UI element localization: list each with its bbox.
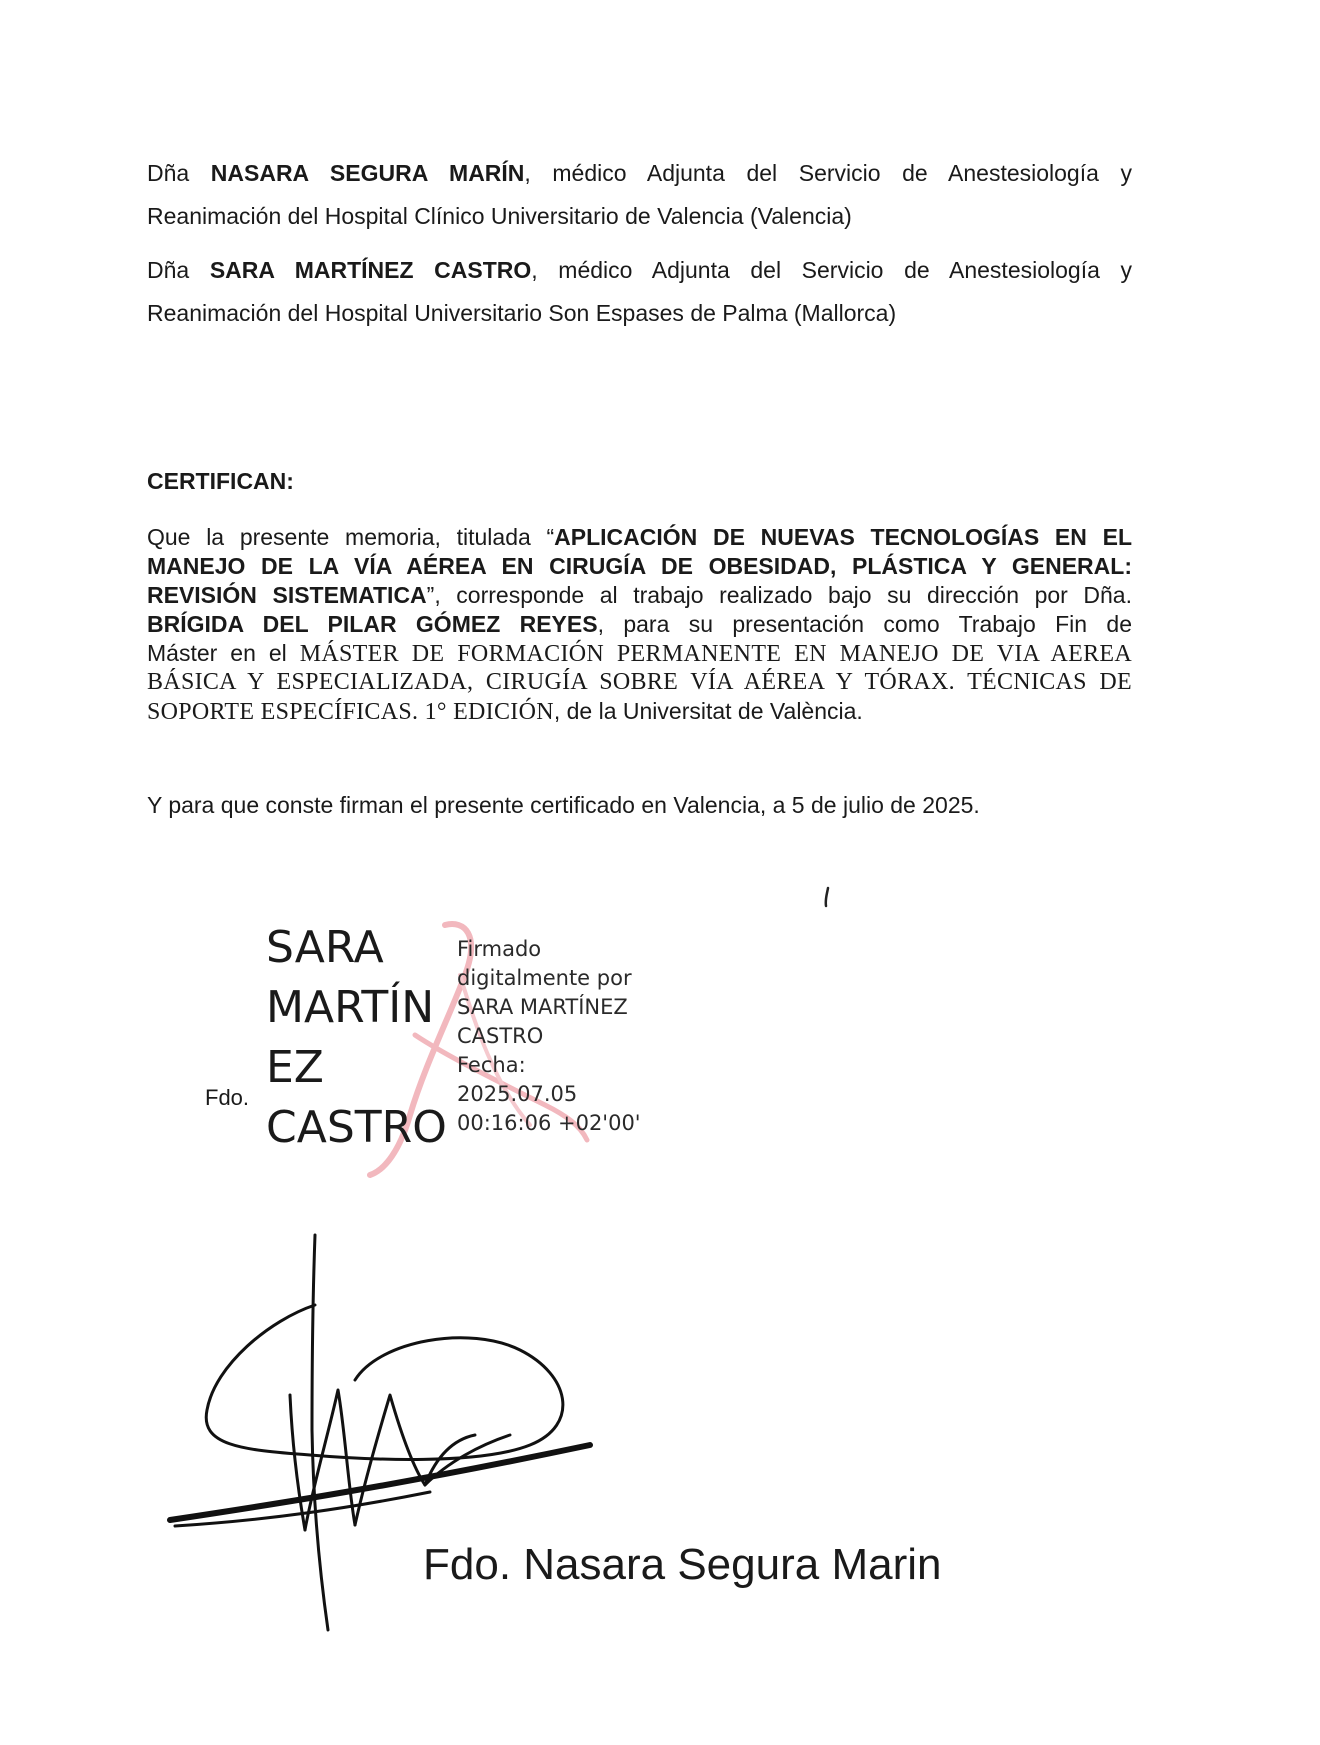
signature-info-line: 00:16:06 +02'00' [457, 1111, 641, 1135]
signatory-1-line-1 [147, 152, 1132, 195]
cert-line-1 [147, 523, 1132, 552]
signature-info-line: SARA MARTÍNEZ [457, 995, 628, 1019]
signatory-2-line-1 [147, 249, 1132, 292]
student-name: BRÍGIDA DEL PILAR GÓMEZ REYES [147, 611, 598, 637]
signatory-1-role: , médico Adjunta del Servicio de Anestesiología y [524, 160, 1132, 186]
thesis-title-part-1: APLICACIÓN DE NUEVAS TECNOLOGÍAS EN EL [554, 524, 1132, 550]
signature-name-line: MARTÍN [266, 982, 435, 1033]
thesis-title-part-2: MANEJO DE LA VÍA AÉREA EN CIRUGÍA DE OBESIDAD, PLÁSTICA Y GENERAL: [147, 553, 1132, 579]
signatory-1-hospital: Reanimación del Hospital Clínico Universitario de Valencia (Valencia) [147, 203, 852, 229]
cert-direction-text: ”, corresponde al trabajo realizado bajo su dirección por Dña. [426, 582, 1132, 608]
cert-line-2 [147, 552, 1132, 581]
signatory-1-title: Dña [147, 160, 211, 186]
cert-purpose-text: , para su presentación como Trabajo Fin de [597, 611, 1132, 637]
signature-name-line: CASTRO [266, 1102, 447, 1153]
signatory-2-name: SARA MARTÍNEZ CASTRO [209, 257, 532, 283]
master-name-part-3: SOPORTE ESPECÍFICAS. 1° EDICIÓN [147, 699, 554, 725]
digital-signature-fdo: Fdo. [205, 1085, 250, 1110]
handwritten-signature-caption: Fdo. Nasara Segura Marin [423, 1540, 942, 1589]
signature-info-line: CASTRO [457, 1024, 544, 1048]
signature-info-line: Fecha: [457, 1053, 526, 1077]
certifican-heading: CERTIFICAN: [147, 468, 294, 494]
master-name-part-2: BÁSICA Y ESPECIALIZADA, CIRUGÍA SOBRE VÍA AÉREA Y TÓRAX. TÉCNICAS DE [147, 669, 1132, 695]
certification-body [147, 523, 1132, 726]
ink-mark [822, 886, 832, 908]
cert-line-4 [147, 610, 1132, 639]
signatory-1-name: NASARA SEGURA MARÍN [210, 160, 525, 186]
signatory-1-paragraph [147, 152, 1132, 238]
signature-info-line: Firmado [457, 937, 542, 961]
cert-line-7 [147, 697, 1132, 726]
cert-master-intro: Máster en el [147, 640, 300, 666]
cert-line-3 [147, 581, 1132, 610]
closing-statement: Y para que conste firman el presente certificado en Valencia, a 5 de julio de 2025. [147, 792, 980, 818]
thesis-title-part-3: REVISIÓN SISTEMATICA [147, 582, 427, 608]
signatory-2-role: , médico Adjunta del Servicio de Anestesiología y [531, 257, 1132, 283]
signatory-2-hospital: Reanimación del Hospital Universitario Son Espases de Palma (Mallorca) [147, 300, 897, 326]
digital-signature-info [457, 935, 641, 1138]
university-name: , de la Universitat de València. [553, 698, 863, 724]
cert-line-5 [147, 639, 1132, 668]
master-name-part-1: MÁSTER DE FORMACIÓN PERMANENTE EN MANEJO DE VIA AEREA [299, 641, 1133, 667]
signature-name-line: EZ [266, 1042, 324, 1093]
cert-intro: Que la presente memoria, titulada “ [147, 524, 555, 550]
signature-info-line: 2025.07.05 [457, 1082, 578, 1106]
signatory-2-paragraph [147, 249, 1132, 335]
signatory-2-title: Dña [147, 257, 210, 283]
digital-signature-name [266, 918, 447, 1158]
signature-info-line: digitalmente por [457, 966, 632, 990]
signature-name-line: SARA [266, 922, 384, 973]
